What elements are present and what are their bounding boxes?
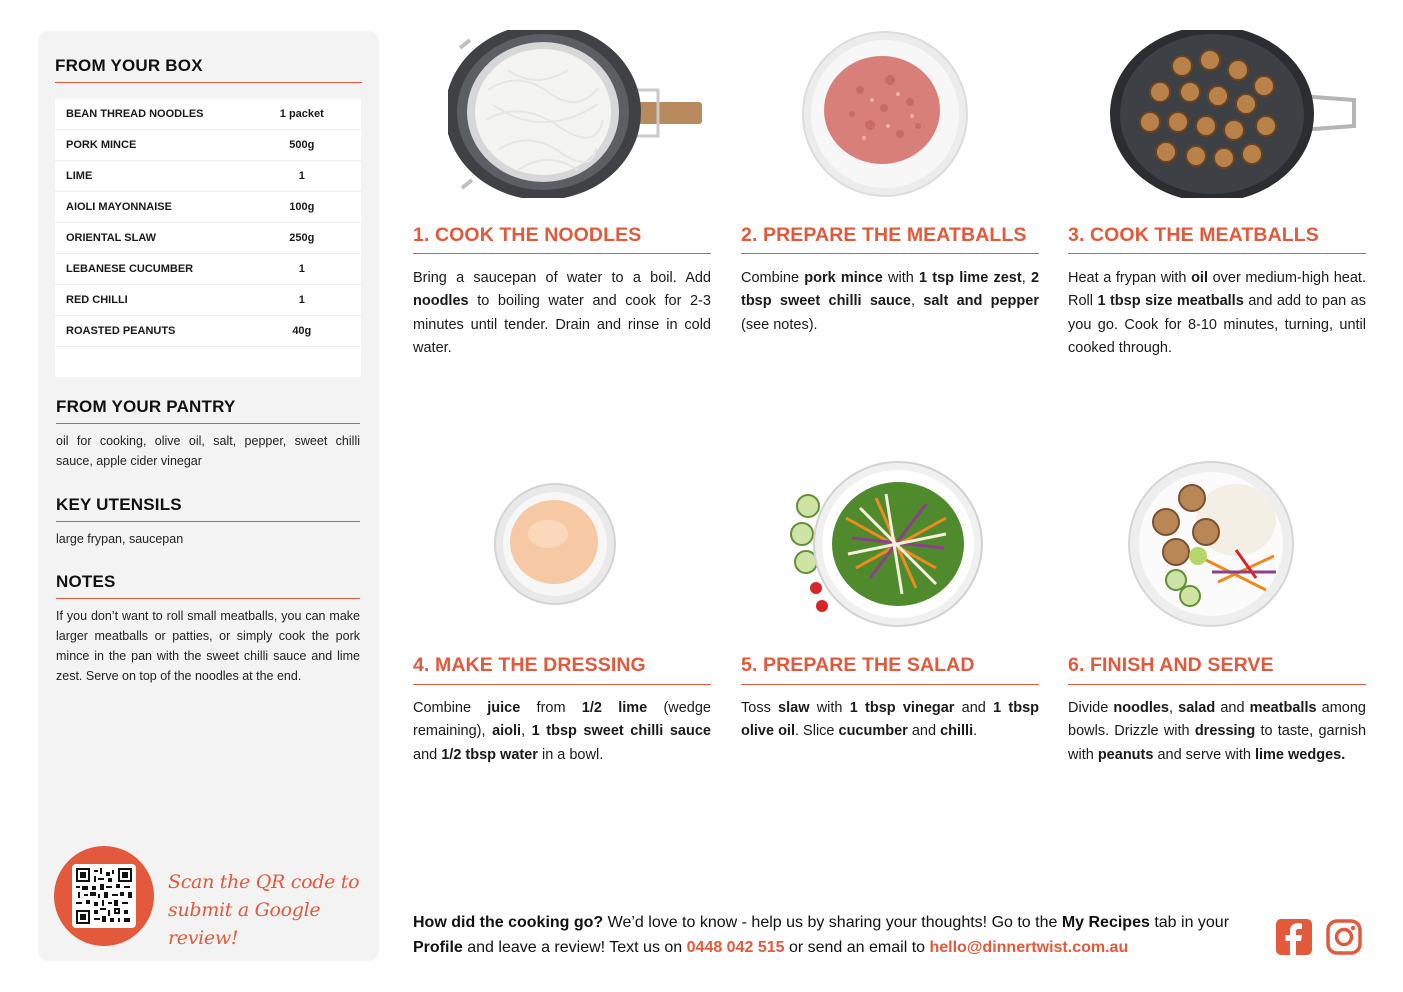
step-body-bold: oil: [1191, 270, 1208, 286]
meatballs-frypan-image: [1110, 30, 1360, 198]
ingredient-name: BEAN THREAD NOODLES: [66, 108, 204, 120]
ingredient-name: LIME: [66, 170, 93, 182]
qr-message-line2: submit a Google review!: [168, 899, 321, 949]
step-title: 5. PREPARE THE SALAD: [741, 654, 975, 676]
ingredient-row: [55, 316, 361, 347]
qr-badge[interactable]: [54, 846, 154, 946]
step-title: 2. PREPARE THE MEATBALLS: [741, 224, 1027, 246]
step-body-text: and serve with: [1153, 746, 1255, 763]
step-title: 3. COOK THE MEATBALLS: [1068, 224, 1319, 246]
footer-question: How did the cooking go?: [413, 914, 604, 931]
step-body-text: .: [973, 723, 978, 740]
step-body: [413, 697, 711, 767]
step-body: [413, 267, 711, 360]
step-body-bold: 1/2 tbsp water: [441, 746, 538, 763]
step-body-text: (wedge remaining),: [413, 700, 711, 740]
step-body-bold: salt and pepper: [923, 293, 1039, 310]
ingredient-name: ORIENTAL SLAW: [66, 232, 157, 244]
footer-text-3: and leave a review! Text us on: [462, 939, 687, 956]
footer-phone-link[interactable]: 0448 042 515: [686, 939, 785, 956]
step-body-text: . Slice: [795, 723, 839, 740]
step-title-rule: [741, 253, 1039, 254]
step-body-text: over medium-high heat. Roll: [1068, 270, 1366, 310]
review-footer: [413, 910, 1263, 960]
step-body-text: (see notes).: [741, 316, 818, 333]
step-body-text: ,: [910, 293, 924, 310]
footer-text-4: or send an email to: [784, 939, 930, 956]
step-body-text: and: [907, 723, 941, 740]
step-body-bold: noodles: [413, 293, 469, 310]
step-body-text: Combine: [413, 700, 488, 716]
step-body-text: from: [520, 700, 582, 716]
step-body-bold: 1 tbsp olive oil: [741, 700, 1040, 740]
qr-code-icon[interactable]: [72, 864, 136, 928]
ingredient-row: [55, 130, 361, 161]
ingredient-qty: 40g: [292, 325, 312, 337]
step-body-bold: 1/2 lime: [581, 700, 648, 716]
ingredient-qty: 100g: [289, 201, 315, 213]
notes-title-rule: [56, 598, 360, 599]
step-title: 6. FINISH AND SERVE: [1068, 654, 1274, 676]
footer-text-2: tab in your: [1149, 914, 1230, 931]
step-body-text: and: [413, 746, 442, 763]
ingredient-qty: 1: [298, 263, 305, 275]
step-body-text: among bowls. Drizzle with: [1068, 700, 1366, 740]
step-body-bold: slaw: [778, 700, 810, 716]
step-title-rule: [413, 684, 711, 685]
step-body-text: Divide: [1068, 700, 1114, 716]
ingredient-qty: 1: [298, 170, 305, 182]
facebook-icon[interactable]: [1276, 919, 1312, 955]
step-body-bold: 1 tbsp sweet chilli sauce: [531, 723, 711, 740]
ingredient-row: [55, 192, 361, 223]
utensils-title-rule: [56, 521, 360, 522]
ingredient-qty: 250g: [289, 232, 315, 244]
ingredient-name: PORK MINCE: [66, 139, 137, 151]
ingredient-row: [55, 161, 361, 192]
step-body-bold: juice: [487, 700, 521, 716]
step-title-rule: [1068, 253, 1366, 254]
step-body-text: Heat a frypan with: [1068, 270, 1192, 286]
ingredient-name: AIOLI MAYONNAISE: [66, 201, 172, 213]
ingredient-row: [55, 285, 361, 316]
step-title: 4. MAKE THE DRESSING: [413, 654, 646, 676]
qr-message-line1: Scan the QR code to: [168, 871, 360, 893]
step-title-rule: [1068, 684, 1366, 685]
step-body-bold: dressing: [1194, 723, 1256, 740]
notes-title: NOTES: [56, 572, 116, 591]
ingredient-row: [55, 99, 361, 130]
utensils-text: large frypan, saucepan: [56, 532, 184, 546]
step-body: [1068, 697, 1366, 767]
step-body-bold: 1 tsp lime zest: [919, 270, 1022, 286]
step-body: [741, 267, 1039, 337]
step-body-text: to taste, garnish with: [1068, 723, 1367, 763]
pork-mince-bowl-image: [800, 30, 970, 198]
step-body-text: in a bowl.: [537, 746, 604, 763]
step-title-rule: [741, 684, 1039, 685]
pantry-title: FROM YOUR PANTRY: [56, 397, 236, 416]
ingredients-table: [55, 99, 361, 377]
step-body-text: ,: [1021, 270, 1031, 286]
step-body-text: Combine: [741, 270, 805, 286]
qr-message: [168, 868, 379, 952]
notes-text: If you don’t want to roll small meatballs, you can make larger meatballs or patties, or simply cook the pork mince in the pan with the sweet chilli sauce and lime zest. Serve on top of the noodles at the end.: [56, 609, 360, 683]
ingredient-row: [55, 254, 361, 285]
box-title-rule: [55, 82, 362, 83]
utensils-title: KEY UTENSILS: [56, 495, 182, 514]
step-body-bold: aioli: [492, 723, 522, 740]
step-body-bold: meatballs: [1249, 700, 1317, 716]
step-title: 1. COOK THE NOODLES: [413, 224, 642, 246]
footer-text-1: We’d love to know - help us by sharing your thoughts! Go to the: [603, 914, 1062, 931]
pantry-title-rule: [56, 423, 360, 424]
footer-email-link[interactable]: hello@dinnertwist.com.au: [929, 939, 1129, 956]
footer-my-recipes: My Recipes: [1061, 914, 1150, 931]
ingredient-qty: 1: [298, 294, 305, 306]
step-body-text: Bring a saucepan of water to a boil. Add: [413, 270, 711, 286]
step-body-text: and: [1215, 700, 1250, 716]
step-body-bold: cucumber: [838, 723, 908, 740]
sidebar: [38, 31, 379, 961]
step-body: [741, 697, 1039, 744]
step-body-text: and add to pan as you go. Cook for 8-10 minutes, turning, until cooked through.: [1068, 293, 1366, 356]
step-body-text: ,: [1169, 700, 1179, 716]
pantry-text: oil for cooking, olive oil, salt, pepper, sweet chilli sauce, apple cider vinegar: [56, 434, 360, 468]
step-body-bold: chilli: [940, 723, 974, 740]
footer-profile: Profile: [413, 939, 463, 956]
step-body: [1068, 267, 1366, 360]
served-bowl-image: [1126, 460, 1296, 628]
ingredient-qty: 1 packet: [279, 108, 324, 120]
step-body-bold: pork mince: [804, 270, 883, 286]
step-body-bold: 1 tbsp size meatballs: [1097, 293, 1244, 310]
step-body-text: with: [809, 700, 850, 716]
step-title-rule: [413, 253, 711, 254]
ingredient-qty: 500g: [289, 139, 315, 151]
step-body-text: Toss: [741, 700, 779, 716]
ingredient-name: RED CHILLI: [66, 294, 128, 306]
box-title: FROM YOUR BOX: [55, 56, 203, 75]
step-body-text: with: [882, 270, 920, 286]
step-body-text: and: [954, 700, 994, 716]
instagram-icon[interactable]: [1326, 919, 1362, 955]
ingredient-name: ROASTED PEANUTS: [66, 325, 176, 337]
ingredient-name: LEBANESE CUCUMBER: [66, 263, 194, 275]
step-body-text: to boiling water and cook for 2-3 minutes until tender. Drain and rinse in cold water.: [413, 293, 711, 356]
step-body-bold: 1 tbsp vinegar: [849, 700, 955, 716]
step-body-bold: peanuts: [1097, 746, 1154, 763]
step-body-text: ,: [521, 723, 532, 740]
step-body-bold: lime wedges.: [1254, 746, 1346, 763]
step-body-bold: 2 tbsp sweet chilli sauce: [741, 270, 1040, 310]
step-body-bold: noodles: [1113, 700, 1169, 716]
step-body-bold: salad: [1178, 700, 1216, 716]
noodles-in-sieve-image: [448, 30, 708, 198]
ingredient-row: [55, 223, 361, 254]
dressing-bowl-image: [492, 482, 618, 606]
salad-bowl-image: [786, 458, 986, 630]
